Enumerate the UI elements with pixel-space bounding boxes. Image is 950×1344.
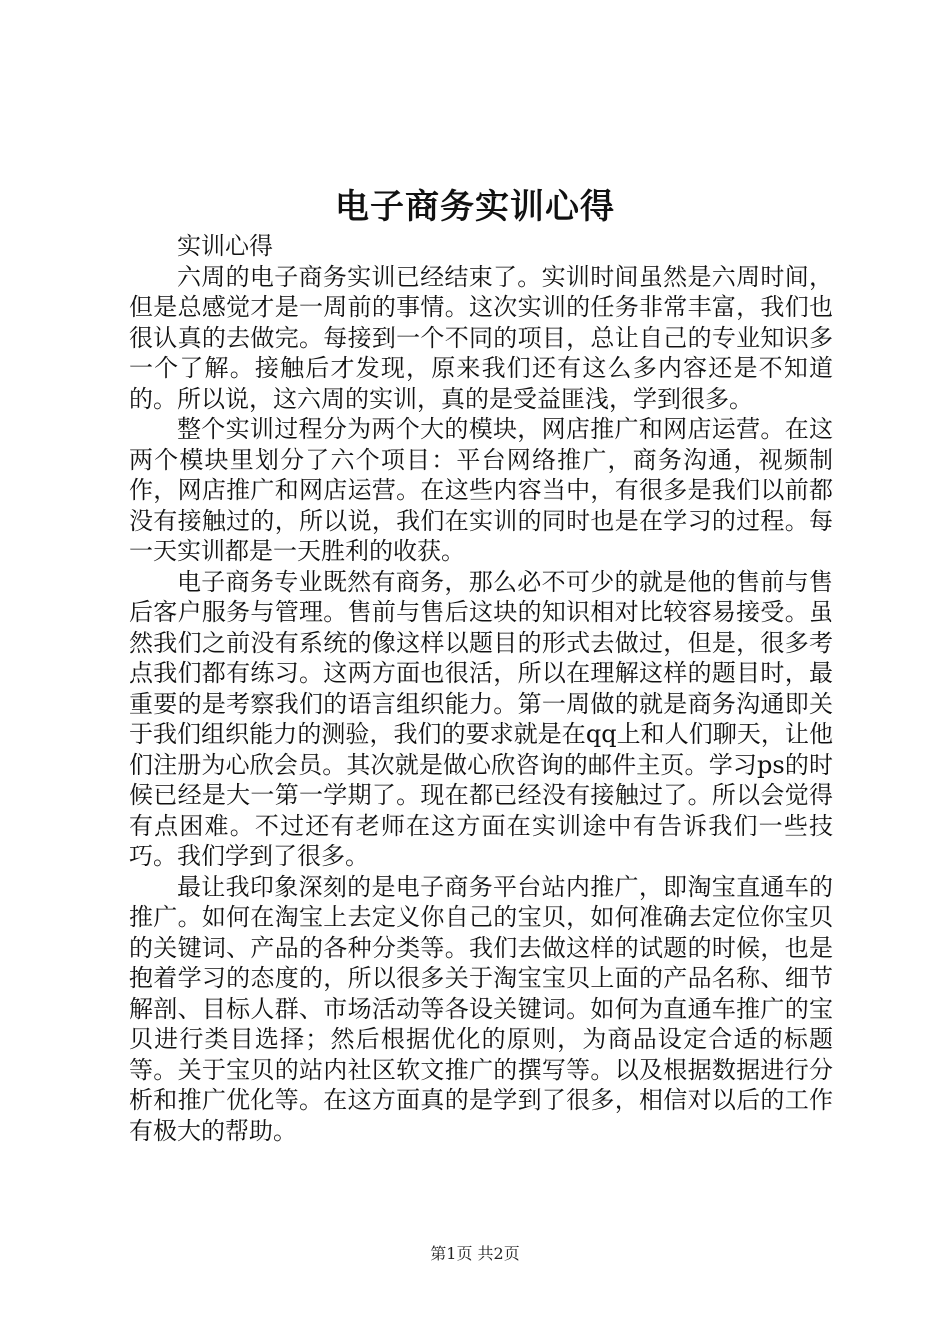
paragraph-4: 最让我印象深刻的是电子商务平台站内推广，即淘宝直通车的推广。如何在淘宝上去定义你自己的宝贝，如何准确去定位你宝贝的关键词、产品的各种分类等。我们去做这样的试题的时候，也是抱着学习的态度的，所以很多关于淘宝宝贝上面的产品名称、细节解剖、目标人群、市场活动等各设关键词。如何为直通车推广的宝贝进行类目选择；然后根据优化的原则，为商品设定合适的标题等。关于宝贝的站内社区软文推广的撰写等。以及根据数据进行分析和推广优化等。在这方面真的是学到了很多，相信对以后的工作有极大的帮助。 [129,872,833,1145]
page-footer: 第1页 共2页 [430,1244,520,1263]
paragraph-2: 整个实训过程分为两个大的模块，网店推广和网店运营。在这两个模块里划分了六个项目：平台网络推广，商务沟通，视频制作，网店推广和网店运营。在这些内容当中，有很多是我们以前都没有接触过的，所以说，我们在实训的同时也是在学习的过程。每一天实训都是一天胜利的收获。 [129,415,833,565]
paragraph-1: 六周的电子商务实训已经结束了。实训时间虽然是六周时间，但是总感觉才是一周前的事情。这次实训的任务非常丰富，我们也很认真的去做完。每接到一个不同的项目，总让自己的专业知识多一个了解。接触后才发现，原来我们还有这么多内容还是不知道的。所以说，这六周的实训，真的是受益匪浅，学到很多。 [129,262,833,413]
document-title: 电子商务实训心得 [335,187,615,227]
paragraph-3: 电子商务专业既然有商务，那么必不可少的就是他的售前与售后客户服务与管理。售前与售后这块的知识相对比较容易接受。虽然我们之前没有系统的像这样以题目的形式去做过，但是，很多考点我们都有练习。这两方面也很活，所以在理解这样的题目时，最重要的是考察我们的语言组织能力。第一周做的就是商务沟通即关于我们组织能力的测验，我们的要求就是在qq上和人们聊天，让他们注册为心欣会员。其次就是做心欣咨询的邮件主页。学习ps的时候已经是大一第一学期了。现在都已经没有接触过了。所以会觉得有点困难。不过还有老师在这方面在实训途中有告诉我们一些技巧。我们学到了很多。 [129,567,833,870]
paragraph-subtitle: 实训心得 [177,232,273,260]
document-body [129,231,833,1146]
